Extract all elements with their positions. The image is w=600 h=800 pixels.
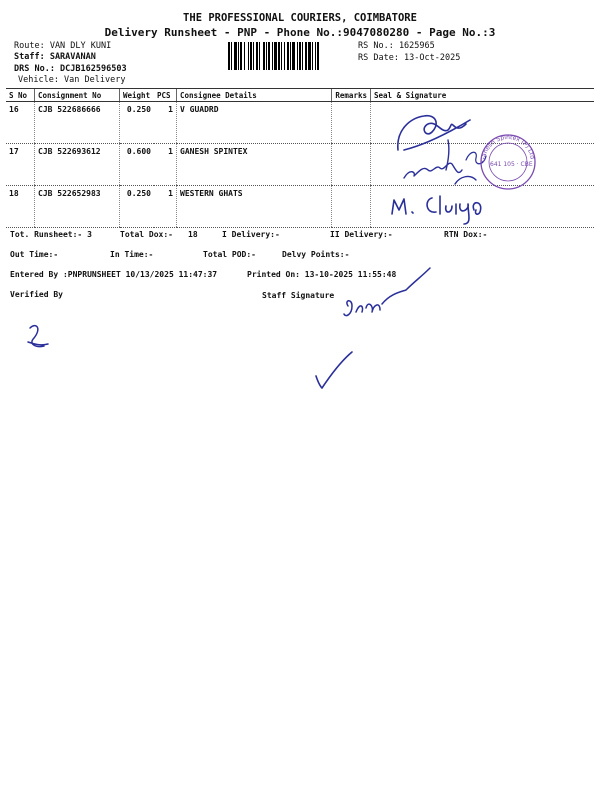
tot-runsheet: Tot. Runsheet:- 3 [10, 230, 92, 239]
i-delivery: I Delivery:- [222, 230, 280, 239]
staff-signature-mark [344, 268, 430, 316]
col-consignment: Consignment No [35, 89, 120, 102]
rtn-dox: RTN Dox:- [444, 230, 488, 239]
col-seal-signature: Seal & Signature [371, 89, 595, 102]
row-consignee: V GUADRD [177, 102, 332, 144]
company-title: THE PROFESSIONAL COURIERS, COIMBATORE [183, 12, 417, 24]
col-remarks: Remarks [332, 89, 371, 102]
row-sno: 18 [6, 186, 35, 228]
row-pcs: 1 [154, 186, 177, 228]
drs-number: DRS No.: DCJB162596503 [14, 64, 127, 74]
row-weight: 0.600 [120, 144, 155, 186]
printed-on: Printed On: 13-10-2025 11:55:48 [247, 270, 397, 279]
row-weight: 0.250 [120, 186, 155, 228]
signature-row16 [398, 116, 470, 150]
in-time: In Time:- [110, 250, 154, 259]
vehicle-label: Vehicle: Van Delivery [18, 75, 126, 85]
row-weight: 0.250 [120, 102, 155, 144]
staff-label: Staff: SARAVANAN [14, 52, 96, 62]
row-sno: 16 [6, 102, 35, 144]
delvy-points: Delvy Points:- [282, 250, 350, 259]
total-dox-label: Total Dox:- [120, 230, 173, 239]
check-mark-icon [316, 352, 352, 388]
svg-text:Ganesh Spintex (P) Ltd [480, 134, 536, 162]
col-sno: S No [6, 89, 35, 102]
total-dox-value: 18 [188, 230, 198, 239]
verified-by-label: Verified By [10, 290, 63, 299]
row-consignee: GANESH SPINTEX [177, 144, 332, 186]
stamp-text: Ganesh Spintex (P) Ltd [479, 133, 536, 163]
company-stamp [480, 134, 536, 189]
row-pcs: 1 [154, 144, 177, 186]
entered-by: Entered By :PNPRUNSHEET 10/13/2025 11:47:37 [10, 270, 218, 279]
col-pcs: PCS [154, 89, 177, 102]
col-weight: Weight [120, 89, 155, 102]
row-consignment: CJB 522686666 [35, 102, 120, 144]
row-consignee: WESTERN GHATS [177, 186, 332, 228]
ii-delivery: II Delivery:- [330, 230, 393, 239]
row-sno: 17 [6, 144, 35, 186]
verified-by-mark [28, 326, 48, 347]
rs-number: RS No.: 1625965 [358, 41, 435, 51]
staff-signature-label: Staff Signature [262, 291, 335, 300]
signature-row18 [392, 196, 481, 224]
row-pcs: 1 [154, 102, 177, 144]
stamp-text-lower: 641 105 · CBE [490, 161, 533, 168]
total-pod: Total POD:- [203, 250, 256, 259]
col-consignee: Consignee Details [177, 89, 332, 102]
row-consignment: CJB 522693612 [35, 144, 120, 186]
out-time: Out Time:- [10, 250, 59, 259]
runsheet-subtitle: Delivery Runsheet - PNP - Phone No.:9047080280 - Page No.:3 [104, 26, 496, 39]
route-label: Route: VAN DLY KUNI [14, 41, 112, 51]
row-consignment: CJB 522652983 [35, 186, 120, 228]
rs-date: RS Date: 13-Oct-2025 [358, 53, 461, 63]
